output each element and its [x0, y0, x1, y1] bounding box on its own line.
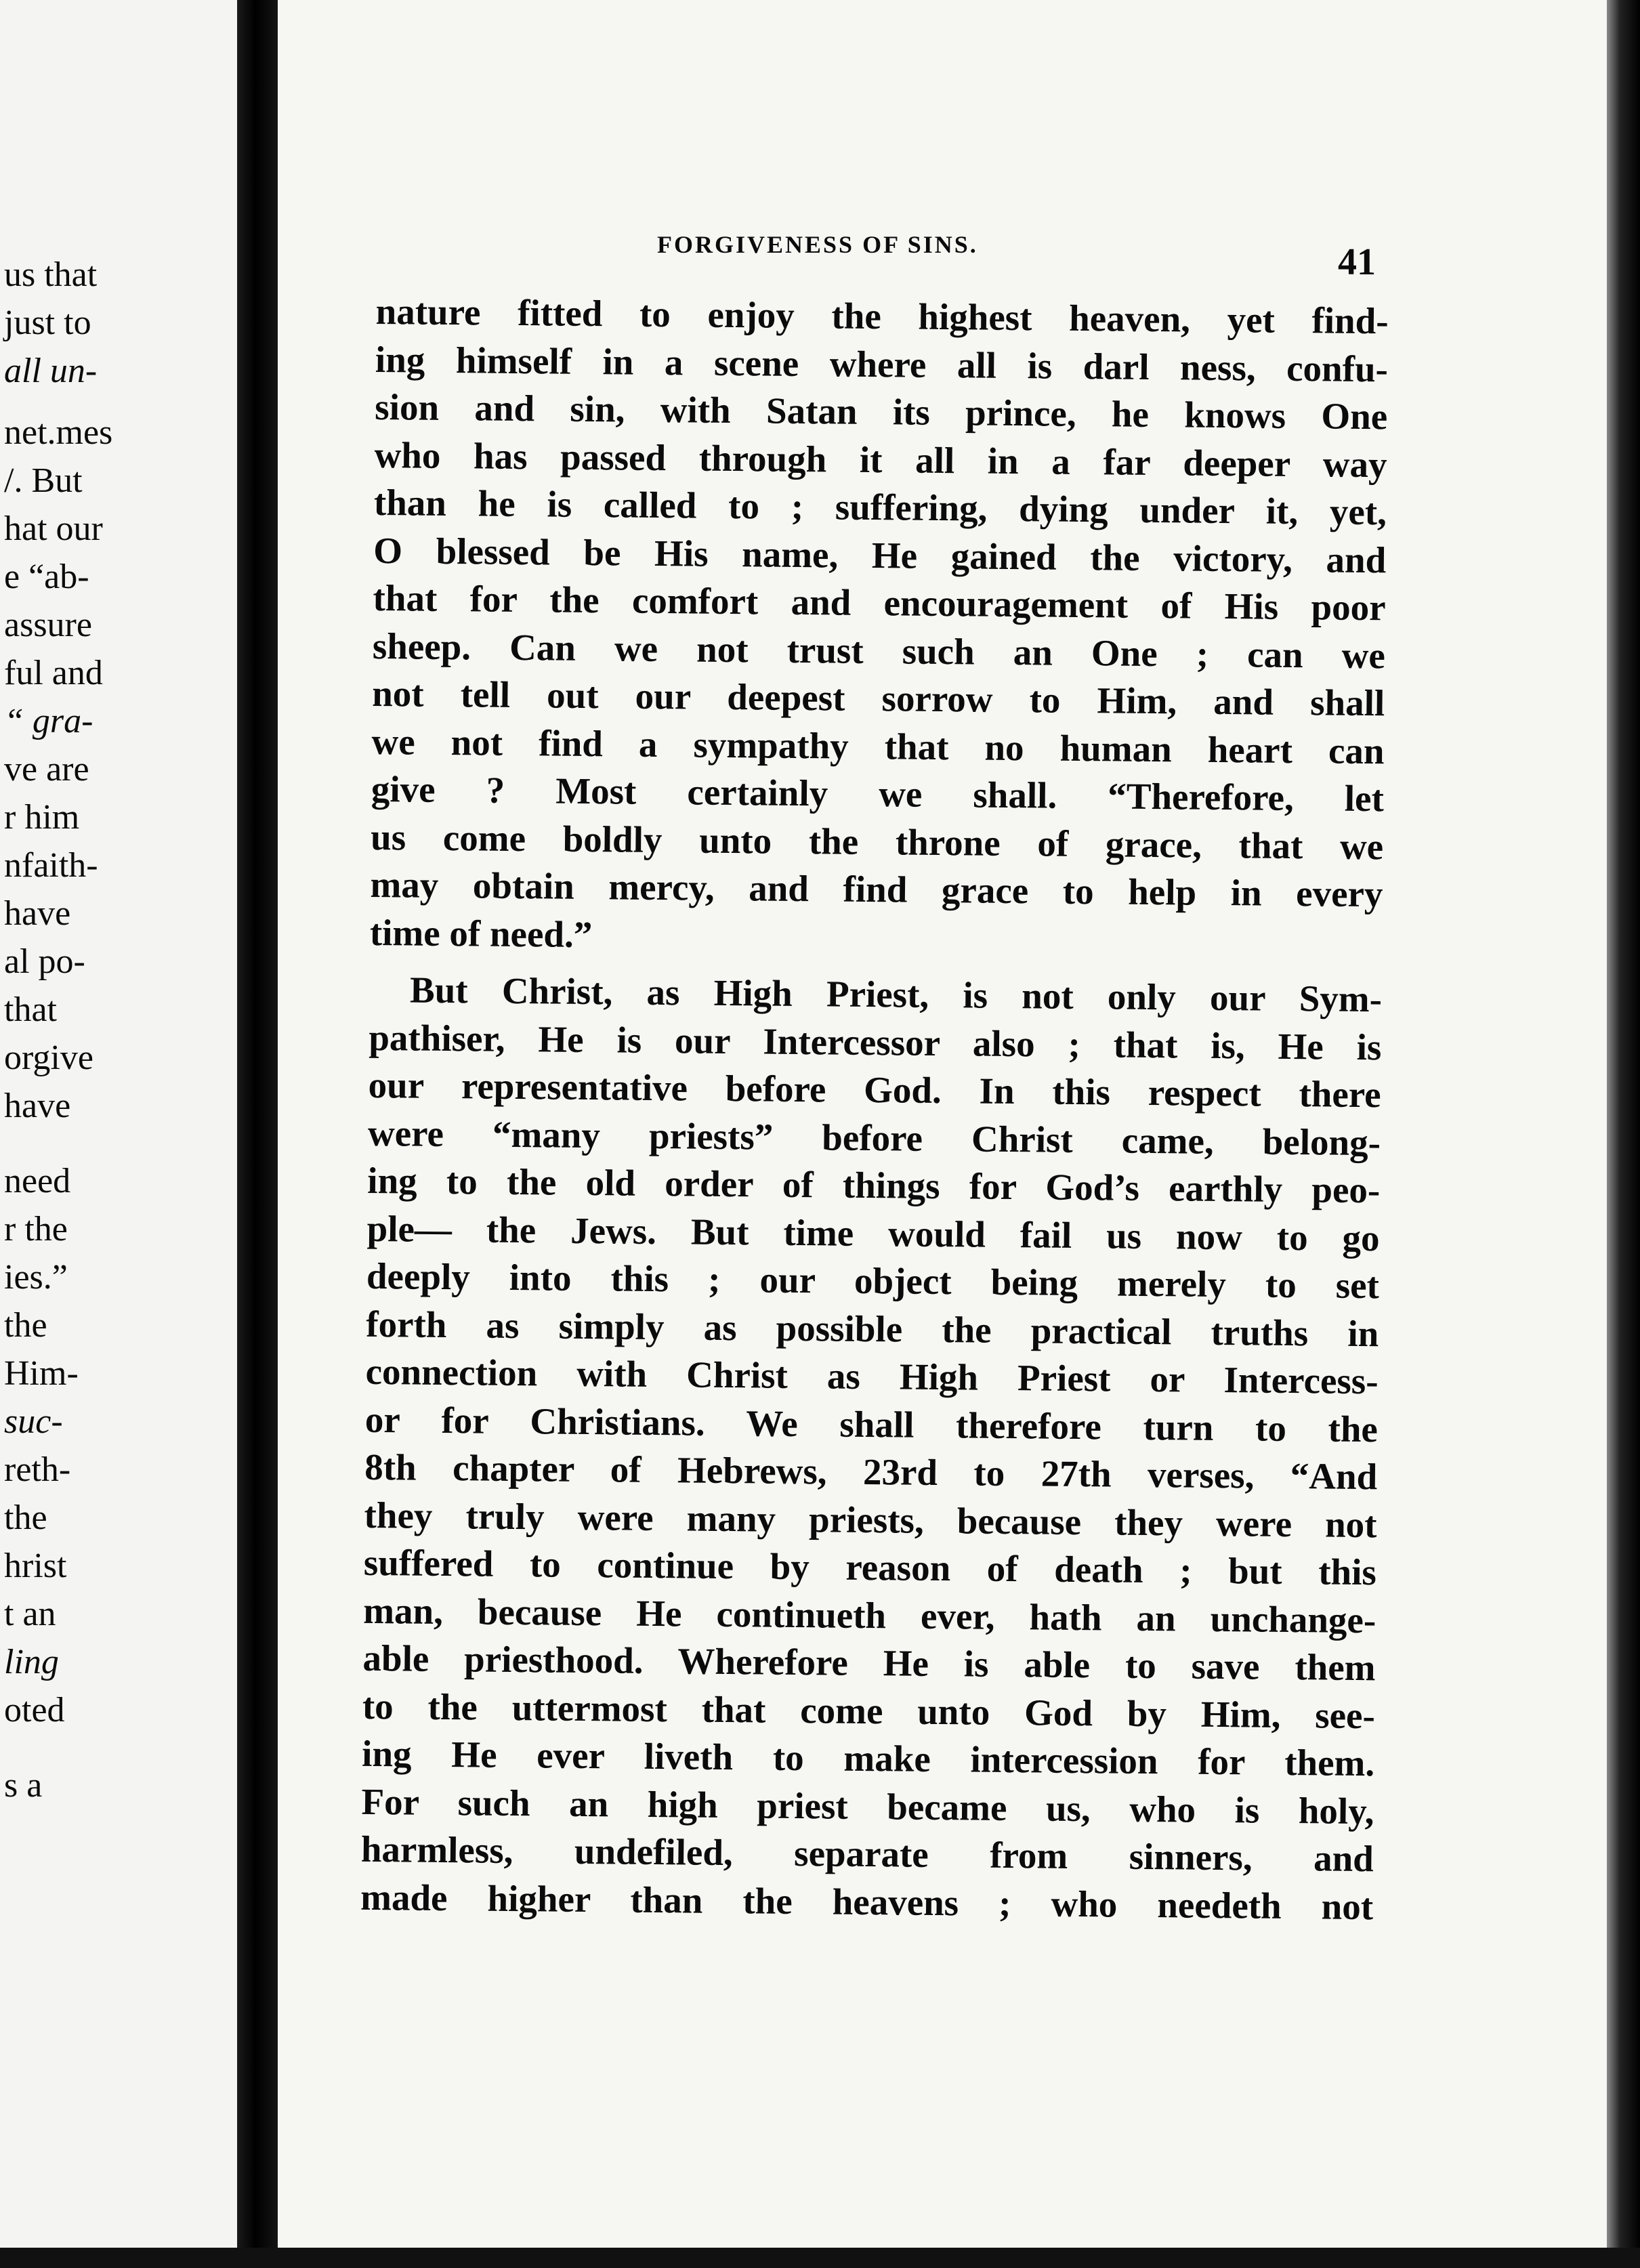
text-line: than he is called to ; suffering, dying under it, yet,: [373, 481, 1387, 533]
previous-page-line: hat our: [4, 509, 103, 548]
previous-page-line: r the: [4, 1210, 68, 1248]
previous-page-line: the: [4, 1306, 47, 1345]
previous-page: [0, 0, 237, 2268]
text-line: ing He ever liveth to make intercession for them.: [361, 1732, 1375, 1784]
text-line: to the uttermost that come unto God by Him, see-: [362, 1685, 1376, 1736]
text-line: connection with Christ as High Priest or Intercess-: [365, 1350, 1379, 1402]
previous-page-line: all un-: [4, 352, 98, 390]
book-gutter: [237, 0, 278, 2268]
previous-page-line: [0, 1130, 230, 1157]
text-line: able priesthood. Wherefore He is able to save them: [362, 1637, 1376, 1689]
text-line: pathiser, He is our Intercessor also ; that is, He is: [369, 1016, 1382, 1068]
text-line: or for Christians. We shall therefore turn to the: [364, 1398, 1379, 1450]
previous-page-line: hrist: [4, 1547, 67, 1585]
text-line: give ? Most certainly we shall. “Therefore, let: [371, 768, 1385, 820]
text-line: ing himself in a scene where all is darl ness, confu-: [375, 338, 1389, 390]
previous-page-line: s a: [4, 1766, 43, 1805]
page-body: [360, 288, 1389, 1931]
previous-page-line: us that: [4, 255, 98, 294]
previous-page-line: e “ab-: [4, 558, 89, 596]
text-line: sheep. Can we not trust such an One ; can we: [372, 625, 1386, 676]
text-line: we not find a sympathy that no human heart can: [371, 720, 1385, 772]
previous-page-line: the: [4, 1498, 47, 1537]
page-number: 41: [1338, 241, 1376, 283]
text-line: us come boldly unto the throne of grace, that we: [370, 816, 1384, 867]
text-line: suffered to continue by reason of death ; but this: [363, 1541, 1377, 1593]
previous-page-line: suc-: [4, 1402, 63, 1441]
bottom-shadow: [0, 2248, 1640, 2268]
text-line: O blessed be His name, He gained the victory, and: [373, 529, 1387, 581]
previous-page-line: have: [4, 1087, 71, 1125]
previous-page-line: ful and: [4, 654, 103, 692]
previous-page-text: [0, 251, 230, 1809]
previous-page-line: t an: [4, 1595, 56, 1633]
previous-page-line: “ gra-: [4, 702, 93, 740]
text-line: harmless, undefiled, separate from sinners, and: [360, 1828, 1374, 1880]
previous-page-line: [0, 1734, 230, 1761]
text-line: For such an high priest became us, who is holy,: [361, 1780, 1374, 1832]
previous-page-line: nfaith-: [4, 846, 98, 885]
text-line: our representative before God. In this respect there: [368, 1064, 1381, 1116]
previous-page-line: /. But: [4, 461, 83, 500]
text-line: not tell out our deepest sorrow to Him, and shall: [371, 672, 1385, 724]
previous-page-line: [0, 395, 230, 408]
previous-page-line: ve are: [4, 750, 89, 789]
previous-page-line: ies.”: [4, 1258, 68, 1297]
text-line: that for the comfort and encouragement of His poor: [373, 576, 1386, 629]
text-line: forth as simply as possible the practical truths in: [366, 1303, 1379, 1354]
text-line: man, because He continueth ever, hath an unchange-: [362, 1589, 1376, 1641]
running-head: FORGIVENESS OF SINS.: [657, 231, 978, 258]
text-line: ple— the Jews. But time would fail us now to go: [366, 1207, 1380, 1259]
previous-page-line: assure: [4, 606, 92, 644]
previous-page-line: just to: [4, 303, 91, 342]
text-line: sion and sin, with Satan its prince, he knows One: [375, 385, 1388, 438]
previous-page-line: al po-: [4, 942, 85, 981]
text-line: 8th chapter of Hebrews, 23rd to 27th verses, “And: [364, 1446, 1378, 1498]
text-line: were “many priests” before Christ came, belong-: [367, 1112, 1381, 1163]
previous-page-line: Him-: [4, 1354, 79, 1393]
text-line: who has passed through it all in a far deeper way: [374, 434, 1387, 485]
previous-page-line: oted: [4, 1691, 65, 1729]
text-line: ing to the old order of things for God’s earthly peo-: [367, 1159, 1381, 1211]
text-line: they truly were many priests, because they were not: [364, 1494, 1377, 1545]
previous-page-line: r him: [4, 798, 80, 837]
text-line: deeply into this ; our object being merely to set: [366, 1255, 1380, 1307]
previous-page-line: have: [4, 894, 71, 933]
previous-page-line: reth-: [4, 1450, 71, 1489]
text-line: made higher than the heavens ; who needeth not: [360, 1876, 1374, 1927]
text-line: But Christ, as High Priest, is not only our Sym-: [409, 969, 1383, 1020]
text-line: may obtain mercy, and find grace to help in every: [370, 863, 1383, 915]
page-edge-shadow: [1607, 0, 1640, 2268]
previous-page-line: orgive: [4, 1038, 93, 1077]
text-line: time of need.”: [369, 911, 593, 955]
previous-page-line: ling: [4, 1643, 59, 1681]
text-line: nature fitted to enjoy the highest heaven, yet find-: [375, 290, 1389, 342]
previous-page-line: that: [4, 990, 57, 1029]
previous-page-line: net.mes: [4, 413, 113, 452]
previous-page-line: need: [4, 1162, 71, 1200]
